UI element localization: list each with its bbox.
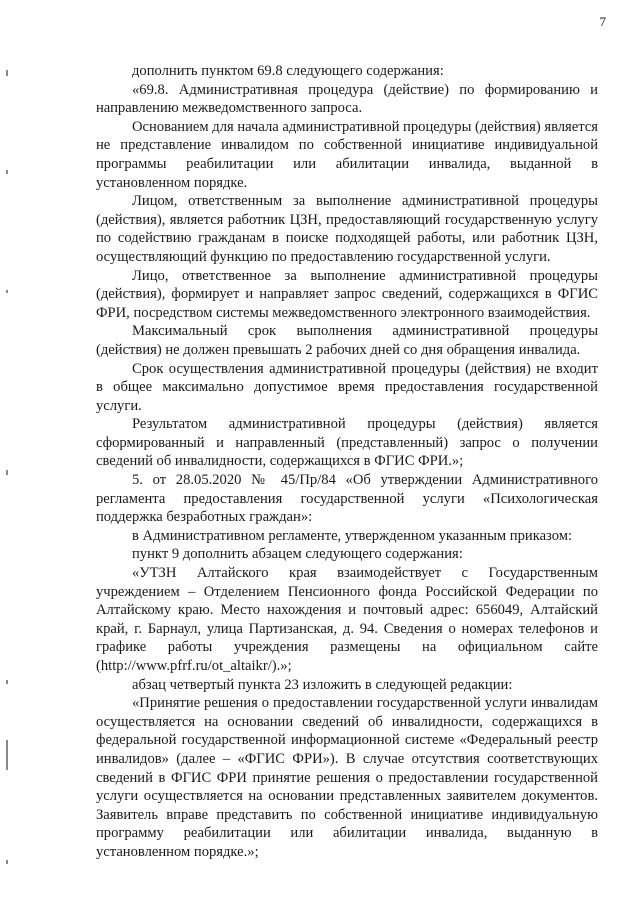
page-number: 7 — [599, 14, 606, 29]
paragraph: «Принятие решения о предоставлении государственной услуги инвалидам осуществляется на основании сведений об инвалидности, содержащихся в федеральной государственной информационной системе «Федеральный реестр инвалидов» (далее – «ФГИС ФРИ»). В случае отсутствия соответствующих сведений в ФГИС ФРИ принятие решения о предоставлении государственной услуги осуществляется на основании представленных заявителем документов. Заявитель вправе представить по собственной инициативе индивидуальную программу реабилитации или абилитации инвалида, выданную в установленном порядке.»; — [96, 695, 598, 860]
paragraph: «УТЗН Алтайского края взаимодействует с Государственным учреждением – Отделением Пенсионного фонда Российской Федерации по Алтайскому краю. Место нахождения и почтовый адрес: 656049, Алтайский край, г. Барнаул, улица Партизанская, д. 94. Сведения о номерах телефонов и графике работы учреждения размещены на официальном сайте (http://www.pfrf.ru/ot_altaikr/).»; — [96, 565, 598, 674]
paragraph: Максимальный срок выполнения административной процедуры (действия) не должен превышать 2 рабочих дней со дня обращения инвалида. — [96, 323, 598, 358]
paragraph: «69.8. Административная процедура (действие) по формированию и направлению межведомственного запроса. — [96, 81, 598, 117]
paragraph: Срок осуществления административной процедуры (действия) не входит в общее максимально допустимое время предоставления государственной услуги. — [96, 360, 598, 414]
paragraph: в Административном регламенте, утвержденном указанным приказом: — [132, 527, 573, 544]
paragraph: Лицом, ответственным за выполнение административной процедуры (действия), является работник ЦЗН, предоставляющий государственную услугу по содействию гражданам в поиске подходящей работы, или работник ЦЗН, осуществляющий функцию по предоставлению государственной услуги. — [96, 193, 598, 265]
document-body — [96, 62, 598, 862]
paragraph: Лицо, ответственное за выполнение административной процедуры (действия), формирует и направляет запрос сведений, содержащихся в ФГИС ФРИ, посредством системы межведомственного электронного взаимодействия. — [96, 267, 598, 321]
paragraph: 5. от 28.05.2020 № 45/Пр/84 «Об утверждении Административного регламента предоставления государственной услуги «Психологическая поддержка безработных граждан»: — [96, 472, 598, 526]
paragraph: Основанием для начала административной процедуры (действия) является не представление инвалидом по собственной инициативе индивидуальной программы реабилитации или абилитации инвалида, выданной в установленном порядке. — [96, 118, 598, 191]
paragraph: дополнить пунктом 69.8 следующего содержания: — [132, 63, 444, 79]
paragraph: пункт 9 дополнить абзацем следующего содержания: — [132, 546, 463, 563]
paragraph: Результатом административной процедуры (действия) является сформированный и направленный (представленный) запрос о получении сведений об инвалидности, содержащихся в ФГИС ФРИ.»; — [96, 416, 598, 470]
scan-margin-marks — [6, 40, 10, 900]
paragraph: абзац четвертый пункта 23 изложить в следующей редакции: — [132, 676, 513, 693]
